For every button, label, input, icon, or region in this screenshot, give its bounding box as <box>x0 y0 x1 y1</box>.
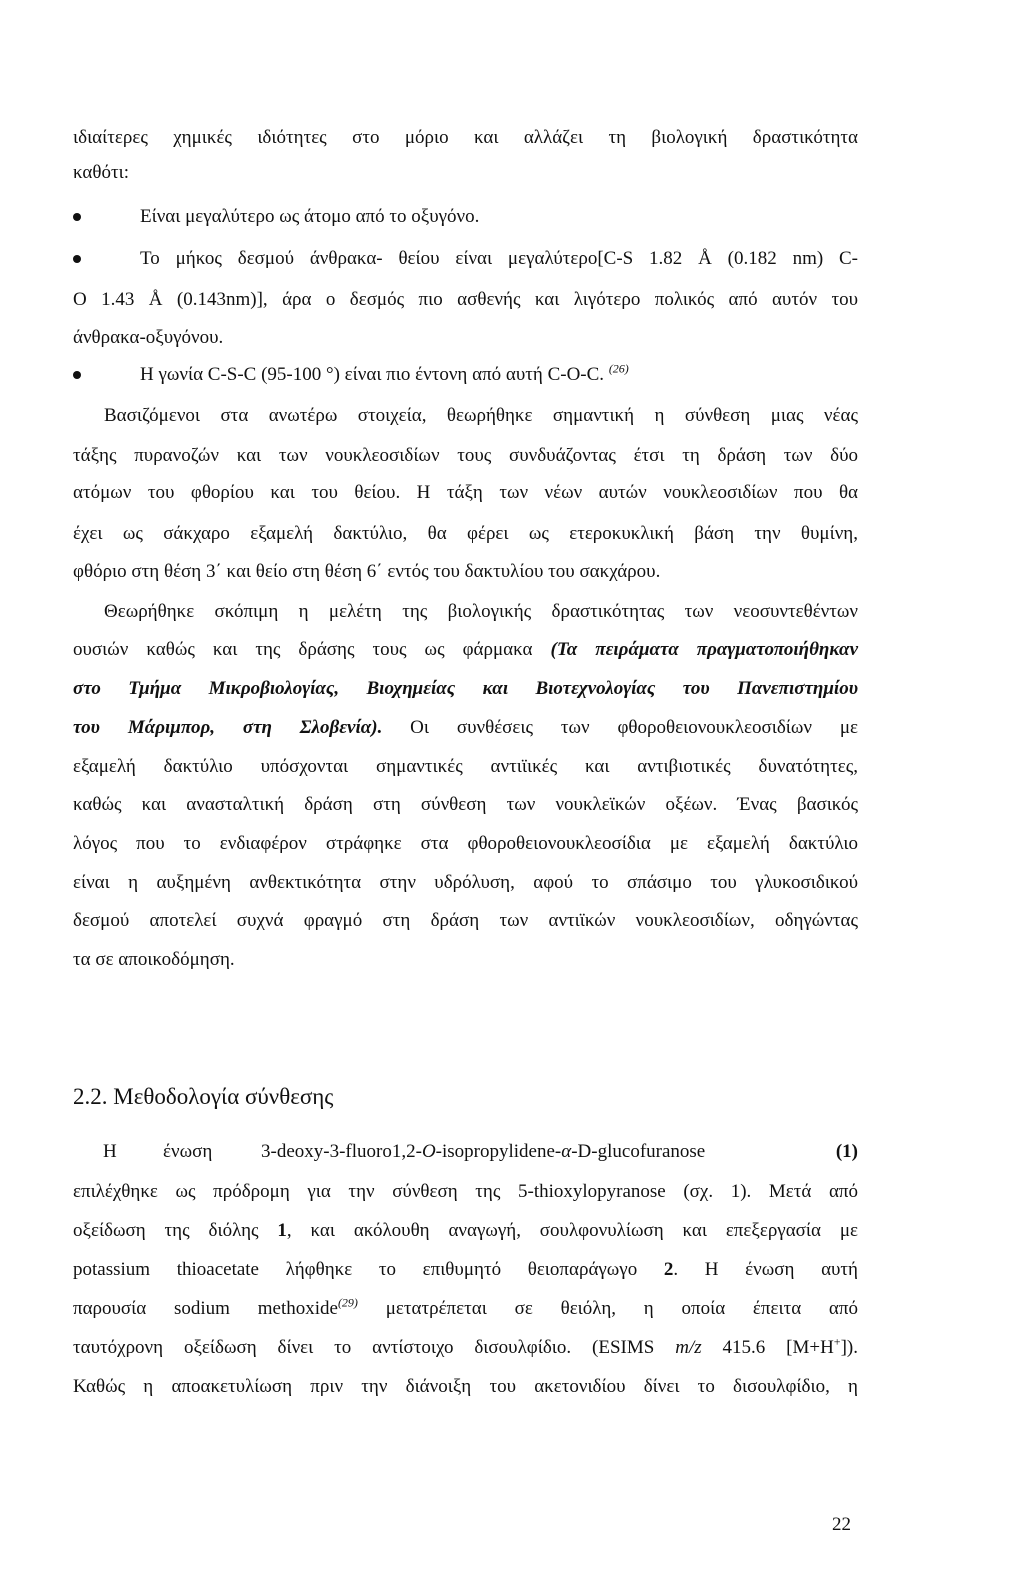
text-span: οξείδωση της διόλης <box>73 1220 278 1241</box>
paragraph-line: τάξης πυρανοζών και των νουκλεοσιδίων τους συνδυάζοντας έτσι τη δράση των δύο <box>73 445 858 466</box>
text-span: α <box>561 1141 572 1162</box>
paragraph-line <box>73 716 858 740</box>
text-span: μετατρέπεται σε θειόλη, η οποία έπειτα από <box>357 1298 858 1319</box>
bullet-item <box>140 363 760 387</box>
paragraph-line: δεσμού αποτελεί συχνά φραγμό στη δράση των αντιϊκών νουκλεοσιδίων, οδηγώντας <box>73 910 858 931</box>
text-span: -isopropylidene- <box>435 1141 562 1162</box>
reference-marker: (26) <box>608 361 629 376</box>
emphasis-text: του Μάριμπορ, στη Σλοβενία). <box>73 717 383 738</box>
compound-number: (1) <box>835 1141 858 1162</box>
bullet-text: Η γωνία C-S-C (95-100 °) είναι πιο έντονη από αυτή C-O-C. <box>140 364 605 385</box>
emphasis-text: (Τα πειράματα πραγματοποιήθηκαν <box>550 639 859 660</box>
text-span: m/z <box>675 1337 702 1358</box>
text-span: ]). <box>840 1337 858 1358</box>
emphasis-line: στο Τμήμα Μικροβιολογίας, Βιοχημείας και Βιοτεχνολογίας του Πανεπιστημίου <box>73 678 858 699</box>
paragraph-line <box>73 1219 858 1243</box>
paragraph-line: έχει ως σάκχαρο εξαμελή δακτύλιο, θα φέρει ως ετεροκυκλική βάση την θυμίνη, <box>73 523 858 544</box>
bullet-icon <box>73 255 81 263</box>
paragraph-line <box>73 638 858 662</box>
text-span: , και ακόλουθη αναγωγή, σουλφονυλίωση και επεξεργασία με <box>286 1220 858 1241</box>
text-span: 3-deoxy-3-fluoro1,2- <box>261 1141 422 1162</box>
paragraph-line: επιλέχθηκε ως πρόδρομη για την σύνθεση της 5-thioxylopyranose (σχ. 1). Μετά από <box>73 1181 858 1202</box>
paragraph-line: ατόμων του φθορίου και του θείου. Η τάξη των νέων αυτών νουκλεοσιδίων που θα <box>73 482 858 503</box>
text-span: 415.6 [M+H <box>701 1337 834 1358</box>
paragraph-line: είναι η αυξημένη ανθεκτικότητα στην υδρόλυση, αφού το σπάσιμο του γλυκοσιδικού <box>73 872 858 893</box>
text-line: καθότι: <box>73 162 129 183</box>
bullet-icon <box>73 371 81 379</box>
compound-number: 1 <box>277 1220 287 1241</box>
paragraph-line <box>73 1258 858 1282</box>
page-number: 22 <box>832 1514 851 1535</box>
bullet-item: Είναι μεγαλύτερο ως άτομο από το οξυγόνο. <box>140 206 480 227</box>
paragraph-line <box>73 1297 858 1321</box>
bullet-item-continuation: άνθρακα-οξυγόνου. <box>73 327 224 348</box>
bullet-icon <box>73 213 81 221</box>
paragraph-line: Καθώς η αποακετυλίωση πριν την διάνοιξη του ακετονιδίου δίνει το δισουλφίδιο, η <box>73 1376 858 1397</box>
text-span: ταυτόχρονη οξείδωση δίνει το αντίστοιχο δισουλφίδιο. (ESIMS <box>73 1337 676 1358</box>
text-span: παρουσία sodium methoxide <box>73 1298 338 1319</box>
paragraph-line: Θεωρήθηκε σκόπιμη η μελέτη της βιολογικής δραστικότητας των νεοσυντεθέντων <box>104 601 858 622</box>
text-span: O <box>421 1141 436 1162</box>
text-span: potassium thioacetate λήφθηκε το επιθυμητό θειοπαράγωγο <box>73 1259 664 1280</box>
paragraph-line: φθόριο στη θέση 3΄ και θείο στη θέση 6΄ εντός του δακτυλίου του σακχάρου. <box>73 561 661 582</box>
paragraph-line: τα σε αποικοδόμηση. <box>73 949 235 970</box>
paragraph-line <box>73 1336 858 1360</box>
section-heading: 2.2. Μεθοδολογία σύνθεσης <box>73 1084 334 1109</box>
text-span: ουσιών καθώς και της δράσης τους ως φάρμακα <box>73 639 551 660</box>
text-span: Οι συνθέσεις των φθοροθειονουκλεοσιδίων με <box>382 717 858 738</box>
text-span: -D-glucofuranose <box>571 1141 706 1162</box>
paragraph-line: λόγος που το ενδιαφέρον στράφηκε στα φθοροθειονουκλεοσίδια με εξαμελή δακτύλιο <box>73 833 858 854</box>
superscript: + <box>833 1334 841 1349</box>
text-span: . Η ένωση αυτή <box>673 1259 858 1280</box>
text-span: Η <box>103 1141 117 1162</box>
paragraph-line: Βασιζόμενοι στα ανωτέρω στοιχεία, θεωρήθηκε σημαντική η σύνθεση μιας νέας <box>104 405 858 426</box>
text-line: ιδιαίτερες χημικές ιδιότητες στο μόριο και αλλάζει τη βιολογική δραστικότητα <box>73 127 858 148</box>
paragraph-line: καθώς και ανασταλτική δράση στη σύνθεση των νουκλεϊκών οξέων. Ένας βασικός <box>73 794 858 815</box>
paragraph-line: εξαμελή δακτύλιο υπόσχονται σημαντικές αντιϊικές και αντιβιοτικές δυνατότητες, <box>73 756 858 777</box>
bullet-item: Το μήκος δεσμού άνθρακα- θείου είναι μεγαλύτερο[C-S 1.82 Å (0.182 nm) C- <box>140 248 858 269</box>
reference-marker: (29) <box>337 1295 358 1310</box>
bullet-item-continuation: O 1.43 Å (0.143nm)], άρα ο δεσμός πιο ασθενής και λιγότερο πολικός από αυτόν του <box>73 289 858 310</box>
compound-number: 2 <box>663 1259 674 1280</box>
compound-name <box>261 1140 705 1164</box>
text-span: ένωση <box>163 1141 213 1162</box>
